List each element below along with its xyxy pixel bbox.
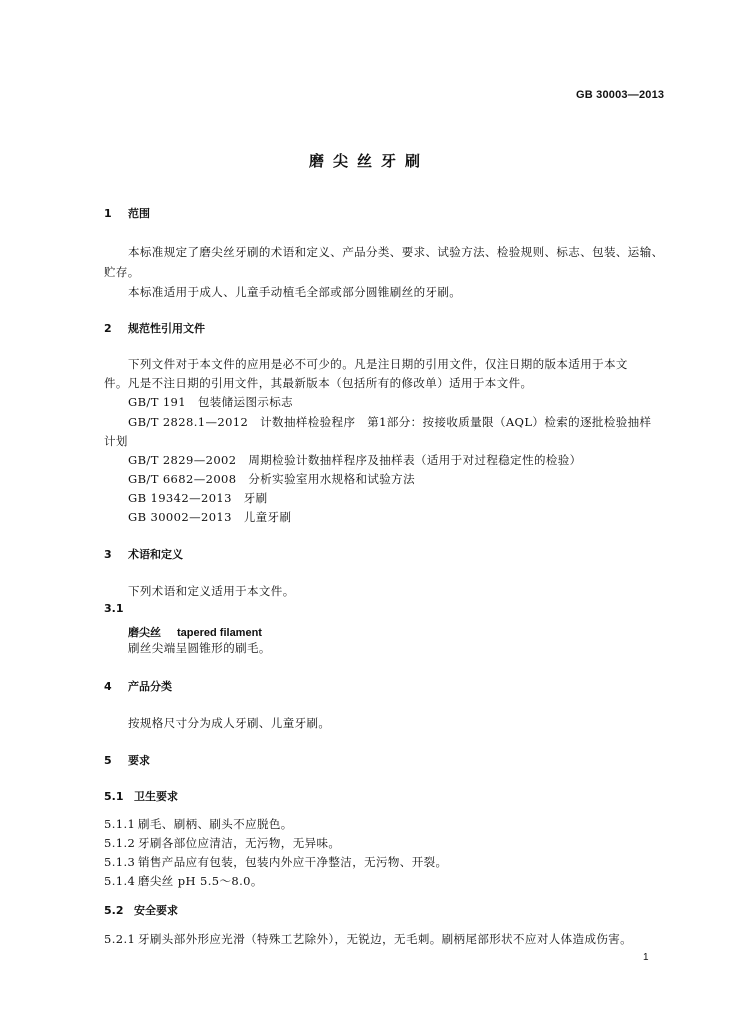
reference-item: GB 30002—2013 儿童牙刷 (128, 510, 292, 524)
section-number: 2 (104, 322, 112, 335)
subsection-5-1-heading (104, 788, 178, 804)
item-number: 5.1.2 (104, 836, 136, 850)
paragraph-line: 本标准规定了磨尖丝牙刷的术语和定义、产品分类、要求、试验方法、检验规则、标志、包装、运输、 (128, 245, 664, 259)
term-english: tapered filament (177, 627, 262, 639)
reference-item: GB/T 6682—2008 分析实验室用水规格和试验方法 (128, 472, 415, 486)
paragraph-line: 件。凡是不注日期的引用文件，其最新版本（包括所有的修改单）适用于本文件。 (104, 376, 533, 390)
section-title: 产品分类 (128, 680, 172, 693)
section-title: 规范性引用文件 (128, 322, 205, 335)
reference-item-continuation: 计划 (104, 434, 128, 448)
section-4-heading (104, 678, 172, 694)
item-text: 磨尖丝 pH 5.5～8.0。 (138, 874, 263, 888)
requirement-item (104, 854, 447, 870)
section-title: 范围 (128, 207, 150, 220)
reference-item: GB/T 2829—2002 周期检验计数抽样程序及抽样表（适用于对过程稳定性的检验） (128, 453, 582, 467)
section-number: 3 (104, 548, 112, 561)
paragraph-line: 贮存。 (104, 265, 140, 279)
subsection-title: 卫生要求 (134, 790, 178, 803)
paragraph-line: 下列文件对于本文件的应用是必不可少的。凡是注日期的引用文件，仅注日期的版本适用于本文 (128, 357, 628, 371)
item-text: 刷毛、刷柄、刷头不应脱色。 (138, 817, 293, 831)
subsection-title: 安全要求 (134, 904, 178, 917)
standard-number: GB 30003—2013 (576, 89, 665, 101)
paragraph: 下列术语和定义适用于本文件。 (128, 584, 295, 598)
item-number: 5.2.1 (104, 932, 136, 946)
paragraph: 本标准适用于成人、儿童手动植毛全部或部分圆锥刷丝的牙刷。 (128, 285, 462, 299)
paragraph: 按规格尺寸分为成人牙刷、儿童牙刷。 (128, 716, 331, 730)
reference-item: GB 19342—2013 牙刷 (128, 491, 268, 505)
section-number: 5 (104, 754, 112, 767)
document-title: 磨尖丝牙刷 (309, 152, 430, 170)
section-number: 4 (104, 680, 112, 693)
subsection-number: 5.1 (104, 790, 124, 803)
subsection-5-2-heading (104, 902, 178, 918)
item-number: 5.1.4 (104, 874, 136, 888)
item-text: 牙刷头部外形应光滑（特殊工艺除外），无锐边，无毛刺。刷柄尾部形状不应对人体造成伤害。 (138, 932, 633, 946)
requirement-item (104, 835, 340, 851)
term-chinese: 磨尖丝 (128, 626, 161, 639)
term-definition: 刷丝尖端呈圆锥形的刷毛。 (128, 641, 271, 655)
item-number: 5.1.3 (104, 855, 136, 869)
page-number: 1 (643, 952, 649, 963)
requirement-item (104, 873, 263, 889)
section-title: 要求 (128, 754, 150, 767)
reference-item: GB/T 2828.1—2012 计数抽样检验程序 第1部分：按接收质量限（AQL）检索的逐批检验抽样 (128, 415, 652, 429)
term-number: 3.1 (104, 602, 124, 615)
reference-item: GB/T 191 包装储运图示标志 (128, 395, 294, 409)
term-entry (128, 621, 262, 640)
item-text: 牙刷各部位应清洁，无污物，无异味。 (138, 836, 341, 850)
requirement-item (104, 931, 632, 947)
subsection-number: 5.2 (104, 904, 124, 917)
requirement-item (104, 816, 293, 832)
section-title: 术语和定义 (128, 548, 183, 561)
section-5-heading (104, 752, 150, 768)
section-number: 1 (104, 207, 112, 220)
item-text: 销售产品应有包装，包装内外应干净整洁，无污物、开裂。 (138, 855, 448, 869)
section-2-heading (104, 320, 205, 336)
item-number: 5.1.1 (104, 817, 136, 831)
section-3-heading (104, 546, 183, 562)
section-1-heading (104, 205, 150, 221)
